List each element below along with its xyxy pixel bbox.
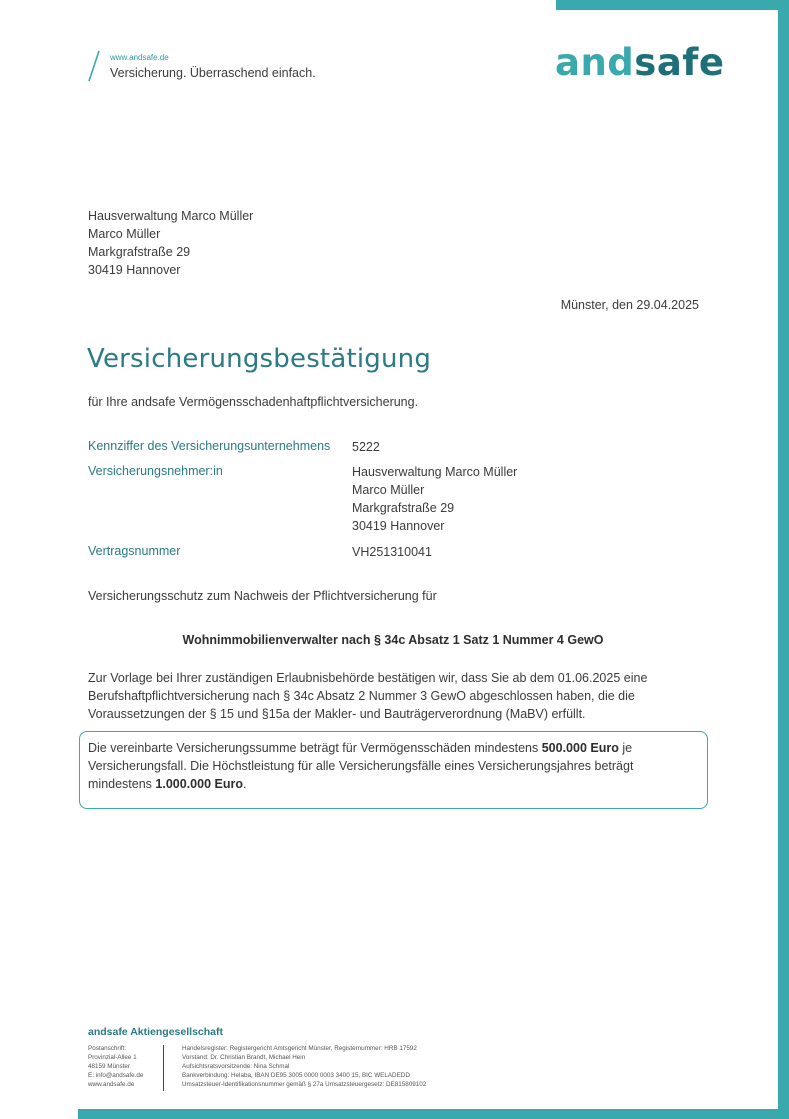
frame-top-bar [556,0,789,10]
recipient-line: 30419 Hannover [88,263,181,277]
document-subtitle: für Ihre andsafe Vermögensschadenhaftpflichtversicherung. [88,395,419,409]
logo-part-safe: safe [634,41,725,84]
versicherungsnehmer-value [352,463,517,535]
nehmer-line: Markgrafstraße 29 [352,501,455,515]
box-text: je Versicherungsfall. Die Höchstleistung für alle Versicherungsfälle eines Versicherungsjahres beträgt mindestens [88,741,634,791]
kennziffer-label: Kennziffer des Versicherungsunternehmens [88,439,331,453]
footer-divider [163,1045,164,1091]
date-line: Münster, den 29.04.2025 [560,298,699,312]
kennziffer-value: 5222 [352,440,380,454]
recipient-line: Markgrafstraße 29 [88,245,191,259]
footer-line: Umsatzsteuer-Identifikationsnummer gemäß § 27a Umsatzsteuergesetz: DE815809102 [182,1081,427,1088]
recipient-address [88,207,253,279]
coverage-sum-box [79,731,708,809]
box-amount-per-case: 500.000 Euro [541,741,619,755]
nehmer-line: 30419 Hannover [352,519,445,533]
intro-line: Versicherungsschutz zum Nachweis der Pflichtversicherung für [88,589,437,603]
box-text: . [242,777,247,791]
footer-postal-info [88,1044,143,1089]
slash-icon [86,50,102,82]
document-title: Versicherungsbestätigung [87,344,432,374]
footer-legal-info [182,1044,426,1089]
footer-line: Vorstand: Dr. Christian Brandt, Michael Hein [182,1054,306,1061]
vertragsnummer-value: VH251310041 [352,545,432,559]
frame-right-bar [778,0,789,1119]
box-amount-per-year: 1.000.000 Euro [155,777,243,791]
frame-bottom-bar [78,1109,789,1119]
nehmer-line: Hausverwaltung Marco Müller [352,465,518,479]
header-tagline: Versicherung. Überraschend einfach. [110,66,316,80]
footer-line: Aufsichtsratsvorsitzende: Nina Schmal [182,1063,290,1070]
logo-part-and: and [555,41,635,84]
footer-line: Postanschrift: [88,1045,127,1052]
recipient-line: Marco Müller [88,227,161,241]
nehmer-line: Marco Müller [352,483,425,497]
recipient-line: Hausverwaltung Marco Müller [88,209,254,223]
header-url[interactable]: www.andsafe.de [110,53,169,62]
confirmation-paragraph: Zur Vorlage bei Ihrer zuständigen Erlaubnisbehörde bestätigen wir, dass Sie ab dem 01.06.2025 eine Berufshaftpflichtversicherung nach § 34c Absatz 2 Nummer 3 GewO abgeschlossen haben, die die Voraussetzungen der § 15 und §15a der Makler- und Bauträgerverordnung (MaBV) erfüllt. [88,671,648,721]
footer-email[interactable]: E: info@andsafe.de [88,1072,144,1079]
versicherungsnehmer-label: Versicherungsnehmer:in [88,464,223,478]
highlight-heading: Wohnimmobilienverwalter nach § 34c Absatz 1 Satz 1 Nummer 4 GewO [182,633,604,647]
andsafe-logo [555,41,725,84]
box-text: Die vereinbarte Versicherungssumme beträgt für Vermögensschäden mindestens [88,741,542,755]
footer-company: andsafe Aktiengesellschaft [88,1026,223,1038]
footer-line: Provinzial-Allee 1 [88,1054,137,1061]
footer-line: Handelsregister: Registergericht Amtsgericht Münster, Registernummer: HRB 17592 [182,1045,417,1052]
footer-line: Bankverbindung: Helaba, IBAN DE95 3005 0000 0003 3400 15, BIC WELADEDD [182,1072,410,1079]
footer-line: 48159 Münster [88,1063,131,1070]
footer-website[interactable]: www.andsafe.de [88,1081,135,1088]
vertragsnummer-label: Vertragsnummer [88,544,181,558]
